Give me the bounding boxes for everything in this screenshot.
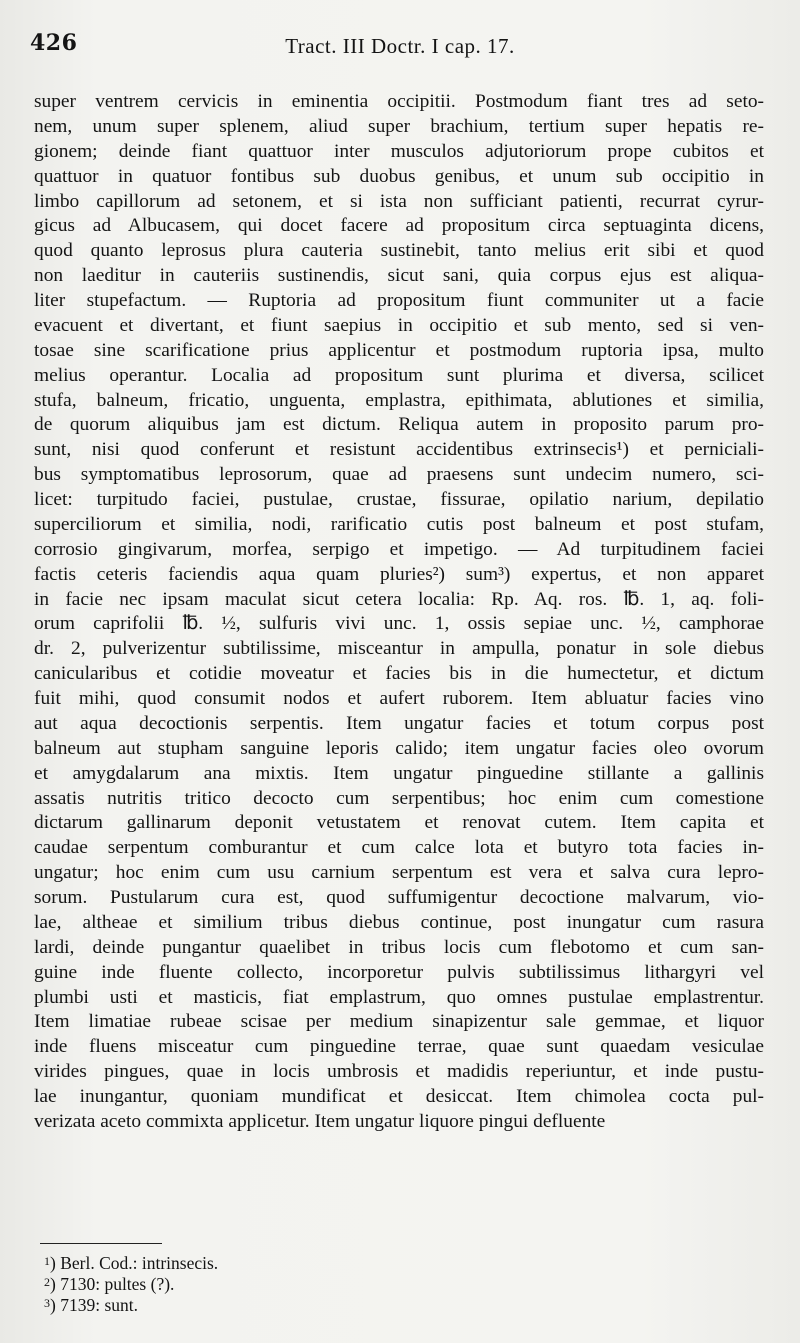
running-head: Tract. III Doctr. I cap. 17. (285, 34, 515, 58)
text-line: caudae serpentum comburantur et cum calce lota et butyro tota facies in- (34, 837, 764, 859)
text-line: evacuent et divertant, et fiunt saepius in occipitio et sub mento, sed si ven- (34, 314, 764, 336)
footnote-text: Berl. Cod.: intrinsecis. (60, 1253, 219, 1273)
text-line: lae inungantur, quoniam mundificat et desiccat. Item chimolea cocta pul- (34, 1086, 764, 1107)
text-line: bus symptomatibus leprosorum, quae ad praesens sunt undecim numero, sci- (34, 464, 764, 486)
text-line: liter stupefactum. — Ruptoria ad propositum fiunt communiter ut a facie (34, 290, 764, 311)
text-line: Item limatiae rubeae scisae per medium sinapizentur sale gemmae, et liquor (34, 1011, 764, 1033)
footnote: $^1$) Berl. Cod.: intrinsecis. (44, 1253, 219, 1273)
footnote-mark: 2 (44, 1275, 50, 1289)
text-line: et amygdalarum ana mixtis. Item ungatur pinguedine stillante a gallinis (34, 762, 764, 784)
text-line: virides pingues, quae in locis umbrosis et madidis reperiuntur, et inde pustu- (34, 1061, 764, 1083)
text-line: sunt, nisi quod conferunt et resistunt accidentibus extrinsecis¹) et perniciali- (34, 439, 764, 461)
page-number: 426 (30, 30, 78, 56)
text-line: dr. 2, pulverizentur subtilissime, misceantur in ampulla, ponatur in sole diebus (34, 638, 764, 660)
text-line: orum caprifolii ℔. ½, sulfuris vivi unc. 1, ossis sepiae unc. ½, camphorae (34, 613, 764, 635)
footnote-text: 7130: pultes (?). (60, 1274, 175, 1294)
text-line: assatis nutritis tritico decocto cum serpentibus; hoc enim cum comestione (34, 787, 764, 809)
text-line: quod quanto leprosus plura cauteria sustinebit, tanto melius erit sibi et quod (34, 240, 764, 262)
page-header (30, 30, 770, 64)
text-line: inde fluens misceatur cum pinguedine terrae, quae sunt quaedam vesiculae (34, 1036, 764, 1058)
text-line: limbo capillorum ad setonem, et si ista non sufficiant patienti, recurrat cyrur- (34, 190, 764, 212)
text-line: corrosio gingivarum, morfea, serpigo et impetigo. — Ad turpitudinem faciei (34, 538, 764, 560)
text-line: tosae sine scarificatione prius applicentur et postmodum ruptoria ipsa, multo (34, 339, 764, 361)
text-line: in facie nec ipsam maculat sicut cetera localia: Rp. Aq. ros. ℔. 1, aq. foli- (34, 588, 764, 610)
text-line: guine inde fluente collecto, incorporetur pulvis subtilissimus lithargyri vel (34, 961, 764, 983)
text-line: verizata aceto commixta applicetur. Item ungatur liquore pingui defluente (34, 1110, 606, 1132)
text-line: plumbi usti et masticis, fiat emplastrum, quo omnes pustulae emplastrentur. (34, 986, 764, 1008)
text-line: licet: turpitudo faciei, pustulae, crustae, fissurae, opilatio narium, depilatio (34, 489, 764, 510)
text-line: non laeditur in cauteriis sustinendis, sicut sani, quia corpus ejus est aliqua- (34, 265, 764, 287)
text-line: stufa, balneum, fricatio, unguenta, emplastra, epithimata, ablutiones et similia, (34, 389, 764, 411)
text-line: balneum aut stupham sanguine leporis calido; item ungatur facies oleo ovorum (34, 737, 764, 759)
text-line: lae, altheae et similium tribus diebus continue, post inungatur cum rasura (34, 911, 764, 933)
text-line: sorum. Pustularum cura est, quod suffumigentur decoctione malvarum, vio- (34, 887, 764, 908)
text-line: dictarum gallinarum deponit vetustatem et renovat cutem. Item capita et (34, 812, 764, 834)
footnote-mark: 3 (44, 1296, 50, 1310)
footnote: $^3$) 7139: sunt. (44, 1295, 138, 1315)
text-line: nem, unum super splenem, aliud super brachium, tertium super hepatis re- (34, 115, 764, 137)
text-line: melius operantur. Localia ad propositum sunt plurima et diversa, scilicet (34, 364, 764, 386)
text-line: ungatur; hoc enim cum usu carnium serpentum est vera et salva cura lepro- (34, 862, 764, 884)
footnote-mark: 1 (44, 1254, 50, 1268)
footnotes (44, 1253, 218, 1316)
text-line: superciliorum et similia, nodi, rarificatio cutis post balneum et post stufam, (34, 513, 764, 535)
text-line: canicularibus et cotidie moveatur et facies bis in die humectetur, et dictum (34, 663, 764, 685)
text-line: gionem; deinde fiant quattuor inter musculos adjutoriorum prope cubitos et (34, 140, 764, 162)
text-line: lardi, deinde pungantur quaelibet in tribus locis cum flebotomo et cum san- (34, 936, 764, 958)
text-line: aut aqua decoctionis serpentis. Item ungatur facies et totum corpus post (34, 712, 764, 734)
body-text (34, 90, 764, 1135)
text-line: gicus ad Albucasem, qui docet facere ad propositum circa septuaginta dicens, (34, 215, 764, 237)
text-line: super ventrem cervicis in eminentia occipitii. Postmodum fiant tres ad seto- (34, 91, 764, 112)
footnote-text: 7139: sunt. (60, 1295, 138, 1315)
text-line: de quorum aliquibus jam est dictum. Reliqua autem in proposito parum pro- (34, 414, 764, 436)
text-line: fuit mihi, quod consumit nodos et aufert ruborem. Item abluatur facies vino (34, 688, 764, 709)
text-line: quattuor in quatuor fontibus sub duobus genibus, et unum sub occipitio in (34, 165, 764, 187)
footnote-separator (40, 1243, 162, 1244)
footnote: $^2$) 7130: pultes (?). (44, 1274, 175, 1294)
text-line: factis ceteris faciendis aqua quam pluries²) sum³) expertus, et non apparet (34, 563, 764, 585)
